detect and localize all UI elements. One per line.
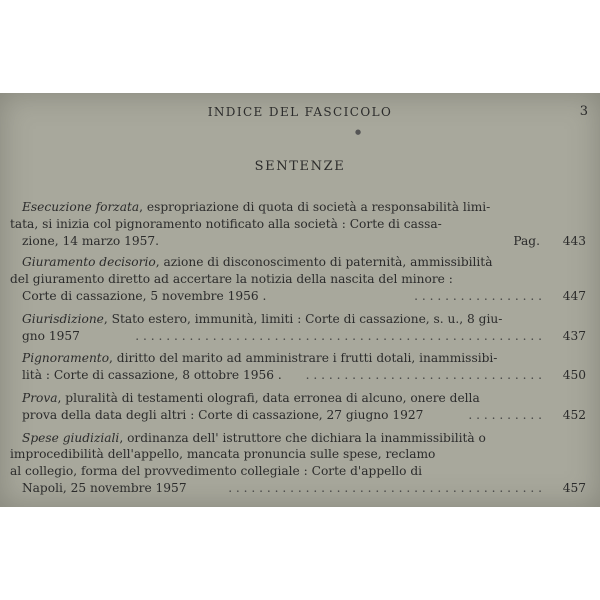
- entry-text: improcedibilità dell'appello, mancata pronuncia sulle spese, reclamo: [10, 447, 436, 462]
- entry-text: , diritto del marito ad amministrare i frutti dotali, inammissibi-: [109, 351, 498, 366]
- entry-text: zione, 14 marzo 1957.: [22, 233, 160, 248]
- entry-text: , pluralità di testamenti olografi, data erronea di alcuno, onere della: [57, 390, 480, 405]
- entry-keyword: Giurisdizione: [22, 311, 104, 326]
- entry-page: 450: [562, 368, 586, 383]
- entry-text: tata, si inizia col pignoramento notificato alla società : Corte di cassa-: [10, 216, 442, 231]
- entry-page: 452: [562, 407, 586, 422]
- document-page: [0, 93, 600, 507]
- entry-text: gno 1957: [22, 328, 80, 343]
- page-label: Pag.: [513, 233, 540, 248]
- section-title: SENTENZE: [254, 159, 346, 174]
- index-entry: Giurisdizione, Stato estero, immunità, limiti : Corte di cassazione, s. u., 8 giu- gno 1957 . . . . . . . . . . . . . . . . . . . . . . . . . . . . . . . . . . . . . . . . . . . . . . . . . . . . . 437: [22, 311, 586, 343]
- page-number: 3: [579, 104, 588, 119]
- entry-page: 437: [562, 328, 586, 343]
- entry-keyword: Spese giudiziali: [22, 430, 120, 445]
- entry-keyword: Giuramento decisorio: [22, 255, 156, 270]
- entry-page: 447: [562, 288, 586, 303]
- index-entry: Giuramento decisorio, azione di disconoscimento di paternità, ammissibilità del giuramento diretto ad accertare la notizia della nascita del minore : Corte di cassazione, 5 novembre 1956 . . . . . . . . . . . . . . . . . . 447: [10, 255, 586, 303]
- entry-keyword: Pignoramento: [22, 351, 110, 366]
- index-entry: Pignoramento, diritto del marito ad amministrare i frutti dotali, inammissibi- lità : Corte di cassazione, 8 ottobre 1956 . . . . . . . . . . . . . . . . . . . . . . . . . . . . . . . . 450: [22, 351, 586, 383]
- entry-text: lità : Corte di cassazione, 8 ottobre 1956 .: [22, 368, 282, 383]
- entry-text: , azione di disconoscimento di paternità, ammissibilità: [155, 255, 493, 270]
- entry-keyword: Prova: [22, 390, 58, 405]
- entry-text: prova della data degli altri : Corte di cassazione, 27 giugno 1927: [22, 407, 424, 422]
- index-entry: [10, 199, 592, 249]
- entry-text: del giuramento diretto ad accertare la notizia della nascita del minore :: [10, 272, 453, 287]
- entry-text: , espropriazione di quota di società a responsabilità limi-: [139, 200, 491, 214]
- entry-keyword: Esecuzione forzata: [22, 200, 140, 214]
- index-entry: Prova, pluralità di testamenti olografi, data erronea di alcuno, onere della prova della data degli altri : Corte di cassazione, 27 giugno 1927 . . . . . . . . . . 452: [22, 390, 586, 422]
- index-entry: Spese giudiziali, ordinanza dell' istruttore che dichiara la inammissibilità o improcedibilità dell'appello, mancata pronuncia sulle spese, reclamo al collegio, forma del provvedimento collegiale : Corte d'appello di Napoli, 25 novembre 1957 . . . . . . . . . . . . . . . . . . . . . . . . . . . . . . . . . . . . . . . . . 457: [10, 430, 586, 495]
- entry-text: , ordinanza dell' istruttore che dichiara la inammissibilità o: [119, 430, 486, 445]
- entry-text: Corte di cassazione, 5 novembre 1956 .: [22, 288, 267, 303]
- header-title: INDICE DEL FASCICOLO: [207, 105, 393, 119]
- ornament-icon: ●: [355, 128, 362, 136]
- entry-text: , Stato estero, immunità, limiti : Corte di cassazione, s. u., 8 giu-: [103, 311, 503, 326]
- entry-page: 457: [562, 480, 586, 495]
- entry-text: al collegio, forma del provvedimento collegiale : Corte d'appello di: [10, 464, 423, 479]
- index-entries: [10, 199, 592, 503]
- entry-page: 443: [562, 233, 586, 248]
- entry-text: Napoli, 25 novembre 1957: [22, 480, 187, 495]
- page-header: [0, 105, 600, 121]
